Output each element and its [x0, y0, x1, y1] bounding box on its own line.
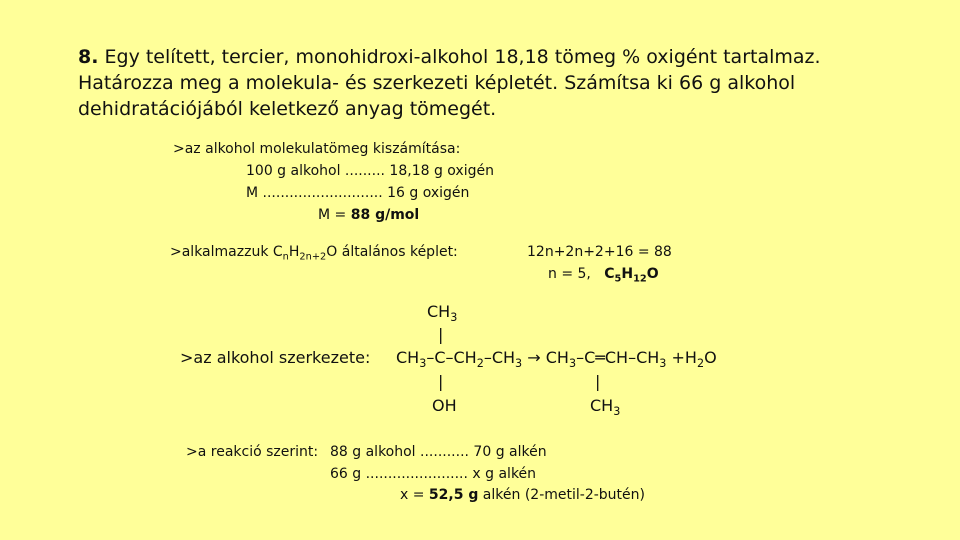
- structure-label: >az alkohol szerkezete:: [180, 348, 371, 367]
- molar-mass-result: [318, 207, 419, 223]
- bond-down-product: |: [595, 372, 601, 391]
- mol-h: H: [621, 266, 634, 282]
- eq-c-ch2: –C–CH: [426, 348, 477, 367]
- eq-ch2-sub: 2: [476, 356, 484, 370]
- task-number: 8.: [78, 46, 99, 68]
- molar-mass-row-1: 100 g alkohol ......... 18,18 g oxigén: [246, 163, 494, 179]
- n-value: n = 5,: [548, 266, 591, 282]
- prod-ch3-end-sub: 3: [659, 356, 667, 370]
- mol-o: O: [646, 266, 659, 282]
- eq-ch3-a: CH: [396, 348, 420, 367]
- molecular-formula: [604, 266, 659, 285]
- top-methyl-ch: CH: [427, 302, 451, 321]
- prod-ch3: CH: [545, 348, 569, 367]
- product-methyl-sub: 3: [613, 404, 621, 418]
- eq-ch3-b: –CH: [483, 348, 516, 367]
- formula-solution: [548, 266, 659, 285]
- molar-mass-row-2: M ........................... 16 g oxigén: [246, 185, 470, 201]
- formula-equation: 12n+2n+2+16 = 88: [527, 244, 672, 260]
- task-line-3: dehidratációjából keletkező anyag tömegét.: [78, 98, 497, 120]
- top-methyl-group: [427, 302, 458, 324]
- prod-ch3-sub: 3: [568, 356, 577, 370]
- reaction-result: [400, 487, 645, 503]
- formula-sub-n: n: [282, 251, 289, 263]
- formula-prefix: >alkalmazzuk C: [170, 244, 283, 260]
- top-methyl-sub: 3: [450, 310, 458, 324]
- reaction-row-1: 88 g alkohol ........... 70 g alkén: [330, 444, 547, 460]
- formula-h: H: [288, 244, 300, 260]
- reaction-result-suffix: alkén (2-metil-2-butén): [478, 487, 645, 503]
- molar-mass-result-prefix: M =: [318, 207, 351, 223]
- reaction-equation: [396, 348, 717, 370]
- eq-ch3-a-sub: 3: [419, 356, 427, 370]
- molar-mass-result-value: 88 g/mol: [350, 207, 420, 223]
- product-methyl-ch: CH: [590, 396, 614, 415]
- product-methyl-group: [590, 396, 621, 418]
- molar-mass-heading: >az alkohol molekulatömeg kiszámítása:: [173, 141, 461, 157]
- reaction-result-value: 52,5 g: [428, 487, 479, 503]
- oh-group: OH: [432, 396, 457, 415]
- bond-down: |: [438, 372, 444, 391]
- formula-sub-2n2: 2n+2: [299, 251, 327, 263]
- bond-up: |: [438, 325, 444, 344]
- task-line-1-text: Egy telített, tercier, monohidroxi-alkohol 18,18 tömeg % oxigént tartalmaz.: [104, 46, 821, 68]
- mol-c-sub: 5: [614, 273, 622, 285]
- general-formula-line: [170, 244, 458, 263]
- eq-ch3-b-sub: 3: [515, 356, 523, 370]
- prod-water-h: +H: [666, 348, 697, 367]
- reaction-result-prefix: x =: [400, 487, 429, 503]
- reaction-heading: >a reakció szerint:: [186, 444, 319, 460]
- reaction-arrow: →: [522, 348, 546, 367]
- prod-double-bond: –C═CH–CH: [576, 348, 660, 367]
- prod-water-sub: 2: [696, 356, 705, 370]
- mol-c: C: [604, 266, 615, 282]
- task-line-2: Határozza meg a molekula- és szerkezeti képletét. Számítsa ki 66 g alkohol: [78, 72, 796, 94]
- prod-water-o: O: [704, 348, 717, 367]
- mol-h-sub: 12: [633, 273, 647, 285]
- task-line-1: [78, 44, 821, 70]
- task-statement: [78, 44, 821, 122]
- formula-suffix: O általános képlet:: [326, 244, 458, 260]
- reaction-row-2: 66 g ....................... x g alkén: [330, 466, 537, 482]
